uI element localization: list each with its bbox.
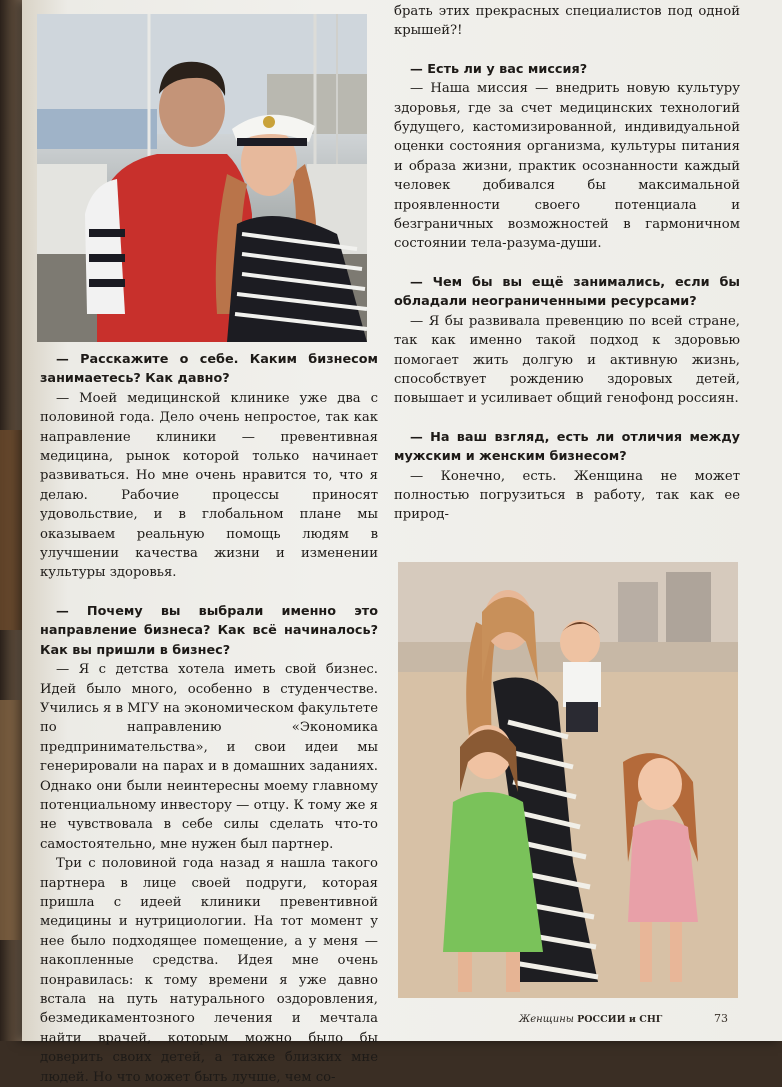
photo-icon xyxy=(398,562,738,998)
left-column xyxy=(40,350,378,1087)
answer-mission: — Наша миссия — внедрить новую культуру здоровья, где за счет медицинских технологий будущего, кастомизированной, индивидуальной оценки состояния организма, культуры питания и образа жизни, практик осознанности каждый человек добивался бы максимальной проявленности своего потенциала и безграничных возможностей в гармоничном состоянии тела-разума-души. xyxy=(394,81,740,252)
photo-family xyxy=(398,562,738,998)
answer-resources: — Я бы развивала превенцию по всей стране, так как именно такой подход к здоровью помогает жить долгую и активную жизнь, способствует рождению здоровых детей, повышает и усиливает общий генофонд россиян. xyxy=(394,313,740,407)
page-number: 73 xyxy=(714,1012,728,1025)
magazine-page xyxy=(22,0,782,1085)
continued-text: брать этих прекрасных специалистов под одной крышей?! xyxy=(394,4,740,39)
answer-partner: Три с половиной года назад я нашла такого партнера в лице своей подруги, которая пришла с идеей клиники превентивной медицины и нутрициологии. На тот момент у нее было подходящее помещение, а у меня — накопленные средства. Идея мне очень понравилась: к тому времени я уже давно встала на путь натурального оздоровления, безмедикаментозного лечения и мечтала найти врачей, которым можно было бы доверить своих детей, а также близких мне людей. Но что может быть лучше, чем со- xyxy=(40,856,378,1085)
previous-page-photo-strip xyxy=(0,700,24,940)
question-about: — Расскажите о себе. Каким бизнесом занимаетесь? Как давно? xyxy=(40,352,378,387)
question-business-differences: — На ваш взгляд, есть ли отличия между мужским и женским бизнесом? xyxy=(394,429,740,465)
photo-icon xyxy=(37,14,367,342)
answer-business-differences: — Конечно, есть. Женщина не может полностью погрузиться в работу, так как ее природ- xyxy=(394,468,740,523)
answer-about: — Моей медицинской клинике уже два с половиной года. Дело очень непростое, так как направление клиники — превентивная медицина, рынок которой только начинает развиваться. Но мне очень нравится то, что я делаю. Рабочие процессы приносят удовольствие, и в глобальном плане мы оказываем реальную помощь людям в улучшении качества жизни и изменении культуры здоровья. xyxy=(40,390,378,581)
answer-why-direction: — Я с детства хотела иметь свой бизнес. Идей было много, особенно в студенчестве. Учились я в МГУ на экономическом факультете по направлению «Экономика предпринимательства», и свои идеи мы генерировали на парах и в домашних заданиях. Однако они были неинтересны моему главному потенциальному инвестору — отцу. К тому же я не чувствовала в себе силы сделать что-то самостоятельно, мне нужен был партнер. xyxy=(40,662,378,852)
magazine-footer-title xyxy=(519,1014,662,1025)
photo-couple xyxy=(37,14,367,342)
question-why-direction: — Почему вы выбрали именно это направление бизнеса? Как всё начиналось? Как вы пришли в бизнес? xyxy=(40,603,378,658)
magazine-title-name: РОССИИ и СНГ xyxy=(577,1014,663,1025)
question-resources: — Чем бы вы ещё занимались, если бы обладали неограниченными ресурсами? xyxy=(394,274,740,310)
question-mission: — Есть ли у вас миссия? xyxy=(410,61,588,77)
magazine-title-prefix: Женщины xyxy=(519,1014,574,1025)
right-column-top xyxy=(394,2,740,525)
